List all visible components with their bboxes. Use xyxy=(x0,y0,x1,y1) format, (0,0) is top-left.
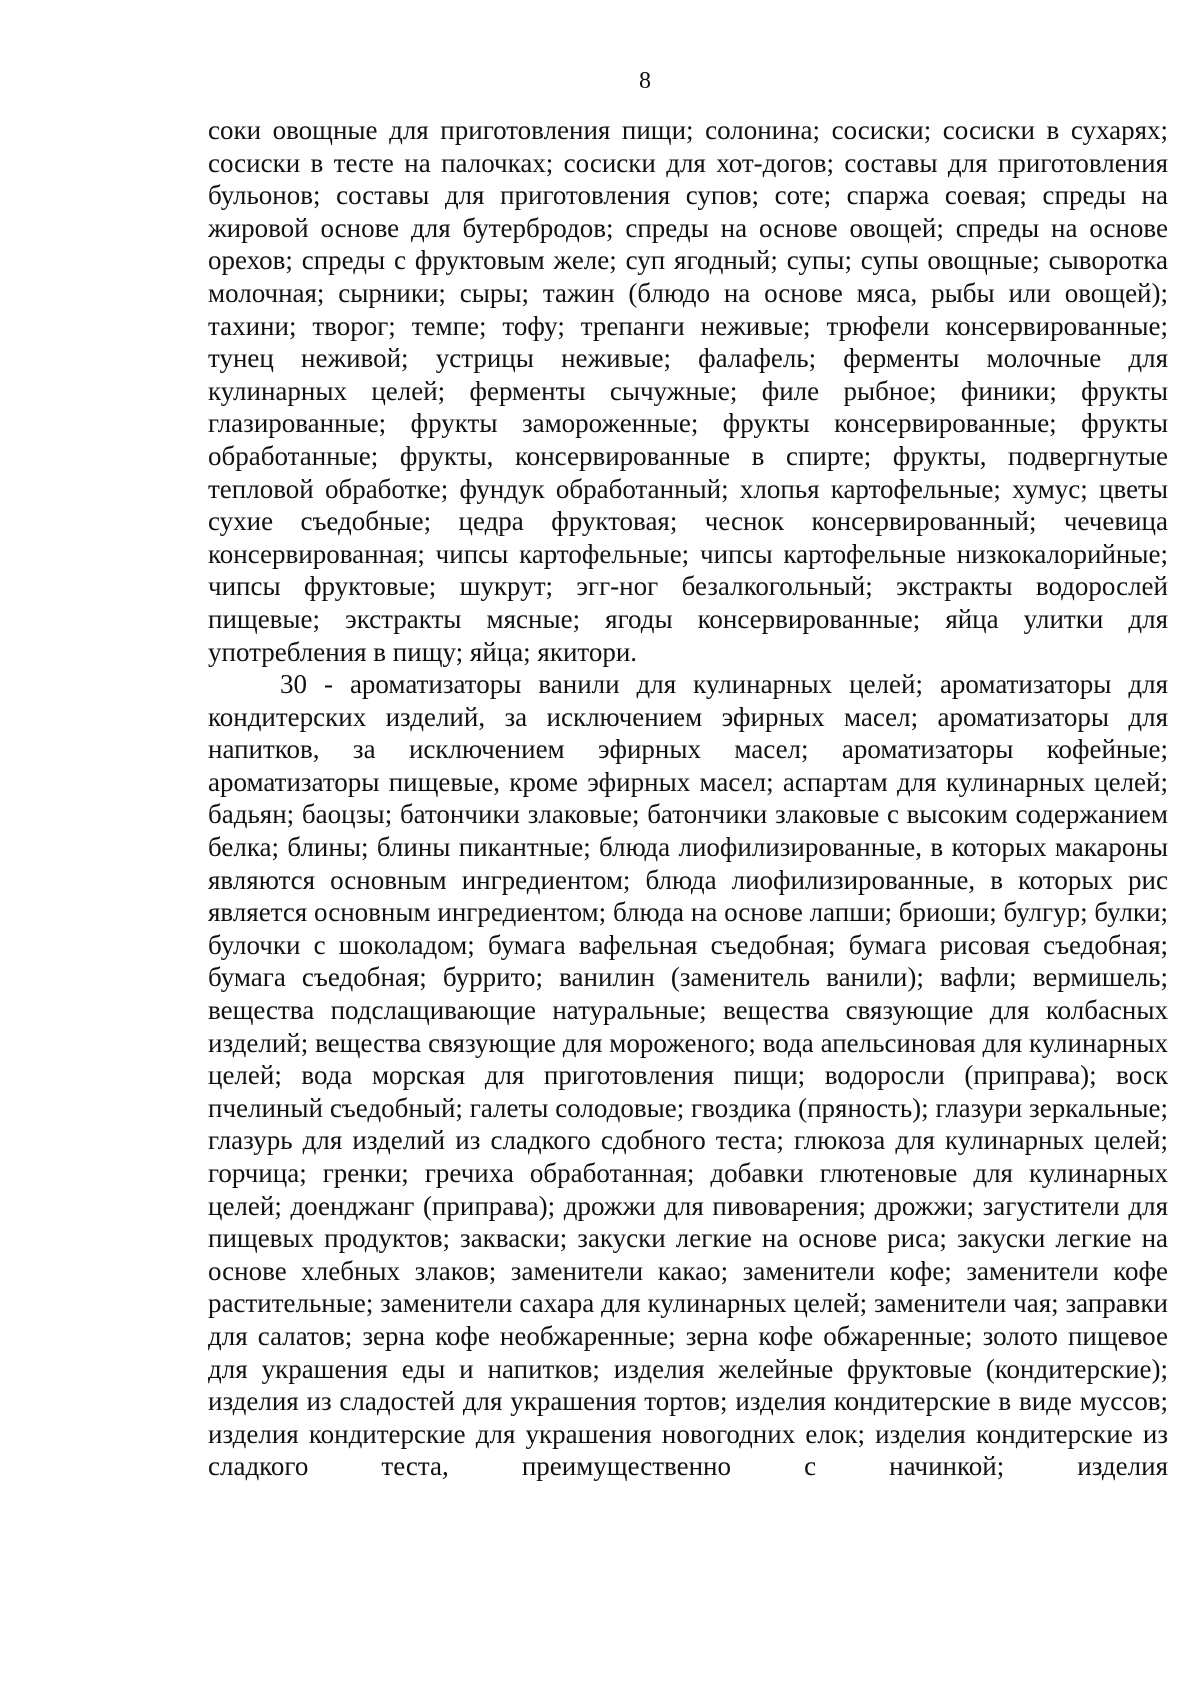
document-body xyxy=(208,114,1168,1483)
paragraph-continuation: соки овощные для приготовления пищи; солонина; сосиски; сосиски в сухарях; сосиски в тесте на палочках; сосиски для хот-догов; составы для приготовления бульонов; составы для приготовления супов; соте; спаржа соевая; спреды на жировой основе для бутербродов; спреды на основе овощей; спреды на основе орехов; спреды с фруктовым желе; суп ягодный; супы; супы овощные; сыворотка молочная; сырники; сыры; тажин (блюдо на основе мяса, рыбы или овощей); тахини; творог; темпе; тофу; трепанги неживые; трюфели консервированные; тунец неживой; устрицы неживые; фалафель; ферменты молочные для кулинарных целей; ферменты сычужные; филе рыбное; финики; фрукты глазированные; фрукты замороженные; фрукты консервированные; фрукты обработанные; фрукты, консервированные в спирте; фрукты, подвергнутые тепловой обработке; фундук обработанный; хлопья картофельные; хумус; цветы сухие съедобные; цедра фруктовая; чеснок консервированный; чечевица консервированная; чипсы картофельные; чипсы картофельные низкокалорийные; чипсы фруктовые; шукрут; эгг-ног безалкогольный; экстракты водорослей пищевые; экстракты мясные; ягоды консервированные; яйца улитки для употребления в пищу; яйца; якитори. xyxy=(208,115,1168,667)
paragraph-class-30: 30 - ароматизаторы ванили для кулинарных целей; ароматизаторы для кондитерских изделий, за исключением эфирных масел; ароматизаторы для напитков, за исключением эфирных масел; ароматизаторы кофейные; ароматизаторы пищевые, кроме эфирных масел; аспартам для кулинарных целей; бадьян; баоцзы; батончики злаковые; батончики злаковые с высоким содержанием белка; блины; блины пикантные; блюда лиофилизированные, в которых макароны являются основным ингредиентом; блюда лиофилизированные, в которых рис является основным ингредиентом; блюда на основе лапши; бриоши; булгур; булки; булочки с шоколадом; бумага вафельная съедобная; бумага рисовая съедобная; бумага съедобная; буррито; ванилин (заменитель ванили); вафли; вермишель; вещества подслащивающие натуральные; вещества связующие для колбасных изделий; вещества связующие для мороженого; вода апельсиновая для кулинарных целей; вода морская для приготовления пищи; водоросли (приправа); воск пчелиный съедобный; галеты солодовые; гвоздика (пряность); глазури зеркальные; глазурь для изделий из сладкого сдобного теста; глюкоза для кулинарных целей; горчица; гренки; гречиха обработанная; добавки глютеновые для кулинарных целей; доенджанг (приправа); дрожжи для пивоварения; дрожжи; загустители для пищевых продуктов; закваски; закуски легкие на основе риса; закуски легкие на основе хлебных злаков; заменители какао; заменители кофе; заменители кофе растительные; заменители сахара для кулинарных целей; заменители чая; заправки для салатов; зерна кофе необжаренные; зерна кофе обжаренные; золото пищевое для украшения еды и напитков; изделия желейные фруктовые (кондитерские); изделия из сладостей для украшения тортов; изделия кондитерские в виде муссов; изделия кондитерские для украшения новогодних елок; изделия кондитерские из сладкого теста, преимущественно с начинкой; изделия xyxy=(208,669,1168,1482)
page-number: 8 xyxy=(639,68,651,94)
